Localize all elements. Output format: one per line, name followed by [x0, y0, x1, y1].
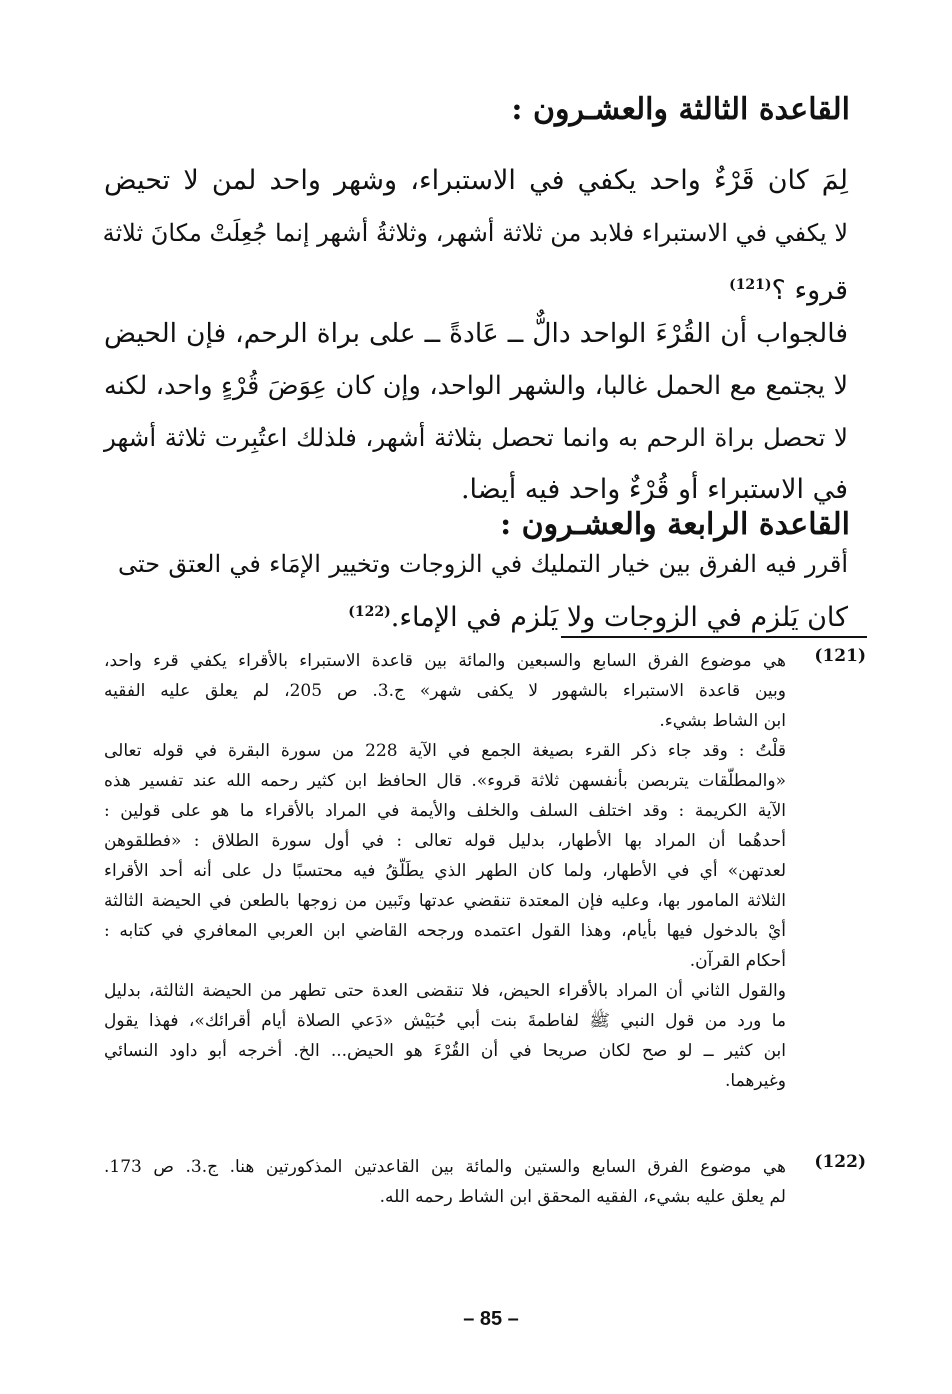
footnote-line: هي موضوع الفرق السابع والسبعين والمائة بين قاعدة الاستبراء بالأقراء يكفي قرء واحد، [104, 651, 786, 671]
footnote-line: ابن الشاط بشيء. [659, 711, 786, 731]
footnote-line: قلْتُ : وقد جاء ذكر القرء بصيغة الجمع في الآية 228 من سورة البقرة في قوله تعالى [104, 741, 786, 761]
rule-24-body [118, 540, 848, 642]
question-line: لا يكفي في الاستبراء فلابد من ثلاثة أشهر، وثلاثةُ أشهر إنما جُعِلَتْ مكانَ ثلاثة [102, 219, 848, 247]
rule-24-line-text: كان يَلزم في الزوجات ولا يَلزم في الإماء. [390, 602, 848, 633]
footnote-121 [104, 646, 786, 1096]
footnote-ref-121: (121) [729, 277, 772, 293]
rule-24-line: أقرر فيه الفرق بين خيار التمليك في الزوجات وتخيير الإمَاء في العتق حتى [118, 550, 848, 578]
answer-line: فالجواب أن القُرْءَ الواحد دالٌّ ــ عَادةً ــ على براة الرحم، فإن الحيض [104, 318, 848, 349]
footnote-line: لعدتهن» أي في الأطهار، ولما كان الطهر الذي يطَلّقُ فيه محتسبًا دل على أنه أحد الأقراء [104, 861, 786, 881]
rule-24-line [118, 588, 848, 642]
answer-line: لا تحصل براة الرحم به وانما تحصل بثلاثة أشهر، فلذلك اعتُبِرت ثلاثة أشهر [104, 423, 848, 452]
rule-23-answer [104, 308, 848, 516]
footnote-line: أيْ بالدخول فيها بأيام، وهذا القول اعتمده ورجحه القاضي ابن العربي المعافري في كتابه : [104, 921, 786, 941]
question-line: لِمَ كان قَرْءٌ واحد يكفي في الاستبراء، وشهر واحد لمن لا تحيض [104, 165, 848, 196]
answer-line: في الاستبراء أو قُرْءٌ واحد فيه أيضا. [460, 474, 848, 505]
footnote-line: ابن كثير ــ لو صح لكان صريحا في أن القُرْءَ هو الحيض... الخ. أخرجه أبو داود النسائي [104, 1041, 786, 1061]
footnote-line: هي موضوع الفرق السابع والستين والمائة بين القاعدتين المذكورتين هنا. ج.3. ص 173. [104, 1157, 787, 1177]
footnote-line: الثلاثة المامور بها، وعليه فإن المعتدة تنقضي عدتها وتَبين من زوجها بالطعن في الحيضة الثالثة [104, 891, 786, 911]
footnote-line: أحكام القرآن. [689, 951, 786, 971]
footnote-number-121: (121) [814, 646, 866, 666]
page-number: – 85 – [463, 1308, 519, 1330]
footnote-separator [561, 636, 867, 638]
footnote-line: والقول الثاني أن المراد بالأقراء الحيض، فلا تنقضى العدة حتى تطهر من الحيضة الثالثة، بدليل [104, 981, 786, 1001]
rule-24-heading: القاعدة الرابعة والعشـرون : [500, 507, 850, 542]
footnote-ref-122: (122) [348, 604, 391, 620]
question-line-text: قروء ؟ [771, 275, 848, 306]
footnote-number-122: (122) [814, 1152, 866, 1172]
footnote-line: ما ورد من قول النبي ﷺ لفاطمةَ بنت أبي حُبَيْش «دَعي الصلاة أيام أقرائك»، فهذا يقول [104, 1011, 786, 1031]
footnote-line: وبين قاعدة الاستبراء بالشهور لا يكفى شهر» ج.3. ص 205، لم يعلق عليه الفقيه [104, 681, 786, 701]
footnote-line: وغيرهما. [725, 1071, 786, 1091]
footnote-line: «والمطلّقات يتربصن بأنفسهن ثلاثة قروء». قال الحافظ ابن كثير رحمه الله عند تفسير هذه [104, 771, 786, 791]
footnote-122 [104, 1152, 786, 1212]
rule-23-heading: القاعدة الثالثة والعشـرون : [511, 92, 850, 127]
footnote-line: لم يعلق عليه بشيء، الفقيه المحقق ابن الشاط رحمه الله. [379, 1187, 786, 1207]
rule-23-question [104, 155, 848, 317]
footnote-line: أحدهُما أن المراد بها الأطهار، بدليل قوله تعالى : في أول سورة الطلاق : «فطلقوهن [104, 831, 786, 851]
answer-line: لا يجتمع مع الحمل غالبا، والشهر الواحد، وإن كان عِوَضَ قُرْءٍ واحد، لكنه [104, 371, 848, 401]
footnote-line: الآية الكريمة : وقد اختلف السلف والخلف والأيمة في المراد بالأقراء ما هو على قولين : [104, 801, 786, 821]
